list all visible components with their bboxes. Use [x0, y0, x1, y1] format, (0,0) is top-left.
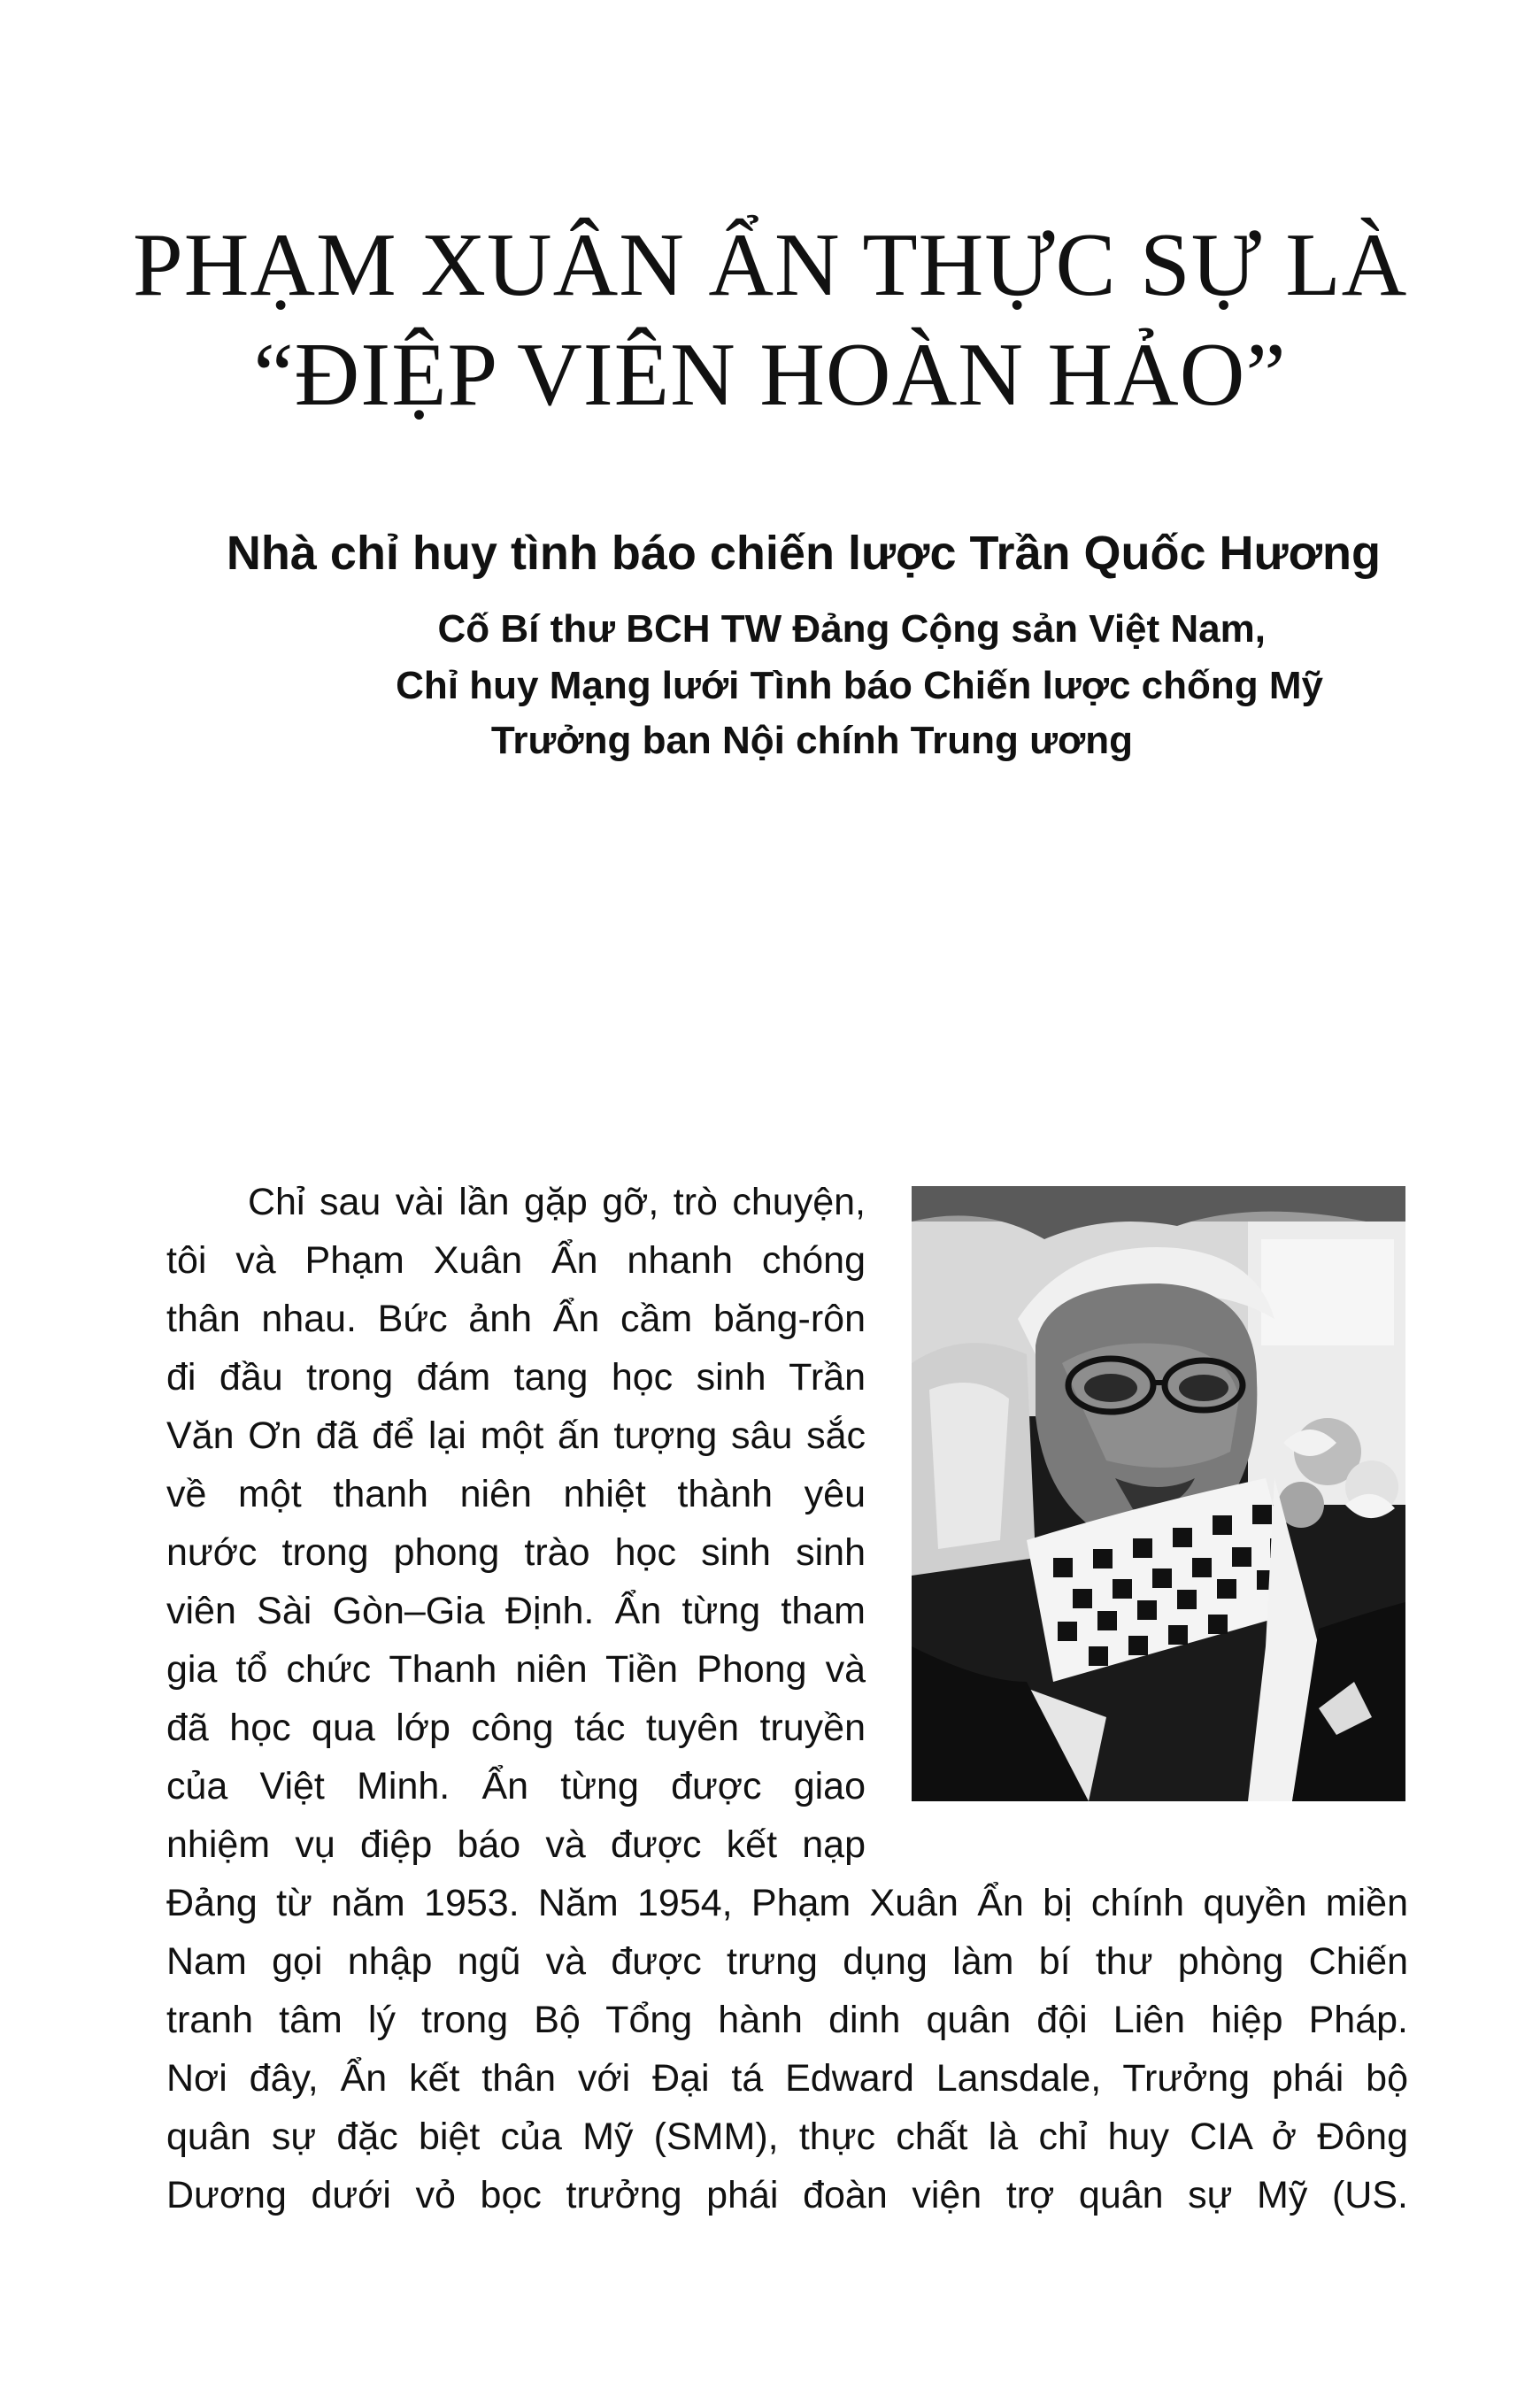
chapter-title [133, 211, 1407, 430]
author-role-1: Cố Bí thư BCH TW Đảng Cộng sản Việt Nam, [437, 607, 1266, 651]
body-line: của Việt Minh. Ẩn từng được giao [166, 1765, 866, 1807]
body-line: tôi và Phạm Xuân Ẩn nhanh chóng [166, 1239, 866, 1282]
author-name: Nhà chỉ huy tình báo chiến lược Trần Quốc Hương [226, 527, 1381, 580]
body-line: đi đầu trong đám tang học sinh Trần [166, 1356, 866, 1399]
body-line: Chỉ sau vài lần gặp gỡ, trò chuyện, [248, 1181, 866, 1223]
body-paragraph-wrapped [166, 1173, 866, 1874]
author-role-2: Chỉ huy Mạng lưới Tình báo Chiến lược chống Mỹ [396, 664, 1323, 707]
body-line: Nam gọi nhập ngũ và được trưng dụng làm bí thư phòng Chiến [166, 1940, 1408, 1983]
portrait-photo-icon [912, 1186, 1405, 1801]
body-line: nước trong phong trào học sinh sinh [166, 1531, 866, 1574]
body-line: tranh tâm lý trong Bộ Tổng hành dinh quân đội Liên hiệp Pháp. [166, 1999, 1408, 2041]
body-line: Đảng từ năm 1953. Năm 1954, Phạm Xuân Ẩn bị chính quyền miền [166, 1882, 1408, 1924]
body-line: về một thanh niên nhiệt thành yêu [166, 1473, 866, 1515]
body-line: gia tổ chức Thanh niên Tiền Phong và [166, 1648, 866, 1691]
body-line: Nơi đây, Ẩn kết thân với Đại tá Edward Lansdale, Trưởng phái bộ [166, 2057, 1408, 2100]
body-line: viên Sài Gòn–Gia Định. Ẩn từng tham [166, 1590, 866, 1632]
body-line: Dương dưới vỏ bọc trưởng phái đoàn viện trợ quân sự Mỹ (US. [166, 2174, 1408, 2216]
body-line: thân nhau. Bức ảnh Ẩn cầm băng-rôn [166, 1298, 866, 1340]
portrait-photo [912, 1186, 1405, 1801]
chapter-title-line-1: PHẠM XUÂN ẨN THỰC SỰ LÀ [133, 215, 1408, 315]
body-line: đã học qua lớp công tác tuyên truyền [166, 1707, 866, 1749]
body-line: nhiệm vụ điệp báo và được kết nạp [166, 1823, 866, 1866]
body-line: quân sự đặc biệt của Mỹ (SMM), thực chất là chỉ huy CIA ở Đông [166, 2116, 1408, 2158]
chapter-title-line-2: “ĐIỆP VIÊN HOÀN HẢO” [253, 325, 1287, 425]
body-paragraph-full [166, 1874, 1408, 2224]
body-line: Văn Ơn đã để lại một ấn tượng sâu sắc [166, 1414, 866, 1457]
author-role-3: Trưởng ban Nội chính Trung ương [490, 719, 1133, 762]
